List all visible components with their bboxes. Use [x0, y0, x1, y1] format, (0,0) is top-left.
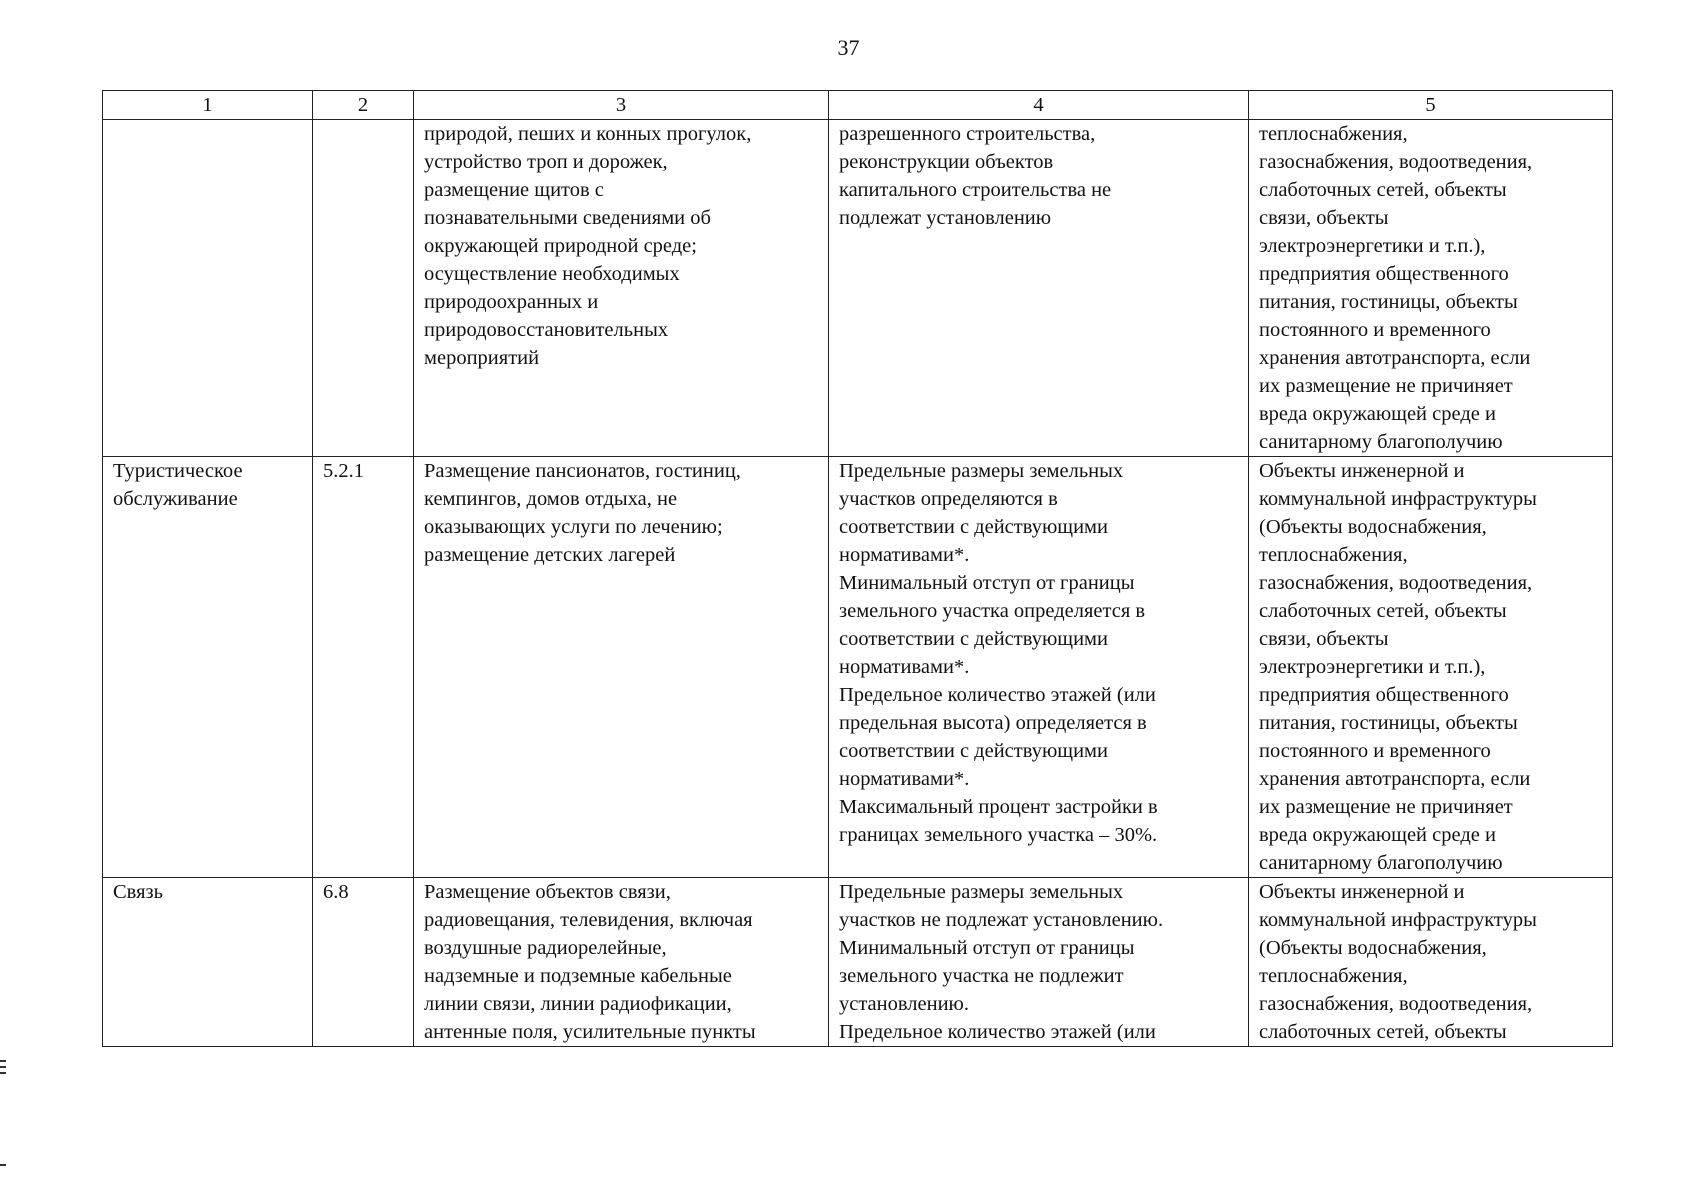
cell-text-line: Туристическое: [113, 460, 243, 482]
cell-text-line: слаботочных сетей, объекты: [1259, 600, 1507, 622]
column-header-5: 5: [1249, 91, 1613, 120]
cell-text-line: теплоснабжения,: [1259, 123, 1408, 145]
cell-text-line: нормативами*.: [839, 768, 970, 790]
use-description-cell: [414, 457, 829, 878]
cell-text-line: вреда окружающей среде и: [1259, 824, 1496, 846]
scan-mark: [0, 1060, 6, 1062]
cell-text-line: предприятия общественного: [1259, 263, 1509, 285]
cell-text-line: газоснабжения, водоотведения,: [1259, 993, 1533, 1015]
cell-text-line: вреда окружающей среде и: [1259, 403, 1496, 425]
cell-text-line: соответствии с действующими: [839, 628, 1108, 650]
cell-text-line: предельная высота) определяется в: [839, 712, 1147, 734]
cell-text-line: устройство троп и дорожек,: [424, 151, 668, 173]
cell-text-line: соответствии с действующими: [839, 516, 1108, 538]
use-name-cell: [103, 878, 313, 1047]
building-parameters-cell: [829, 878, 1249, 1047]
cell-text-line: Предельное количество этажей (или: [839, 684, 1156, 706]
cell-text-line: нормативами*.: [839, 544, 970, 566]
cell-text-line: Связь: [113, 881, 163, 903]
cell-text-line: предприятия общественного: [1259, 684, 1509, 706]
cell-text-line: обслуживание: [113, 488, 238, 510]
use-description-cell: [414, 878, 829, 1047]
cell-text-line: питания, гостиницы, объекты: [1259, 712, 1518, 734]
cell-text-line: соответствии с действующими: [839, 740, 1108, 762]
cell-text-line: Максимальный процент застройки в: [839, 796, 1158, 818]
cell-text-line: коммунальной инфраструктуры: [1259, 909, 1537, 931]
cell-text-line: (Объекты водоснабжения,: [1259, 937, 1487, 959]
cell-text-line: земельного участка определяется в: [839, 600, 1146, 622]
cell-text-line: мероприятий: [424, 347, 540, 369]
use-code-cell: 6.8: [313, 878, 414, 1047]
cell-text-line: газоснабжения, водоотведения,: [1259, 572, 1533, 594]
cell-text-line: санитарному благополучию: [1259, 852, 1503, 874]
table-header-row: [103, 91, 1613, 120]
cell-text-line: воздушные радиорелейные,: [424, 937, 667, 959]
cell-text-line: Предельные размеры земельных: [839, 460, 1124, 482]
cell-text-line: линии связи, линии радиофикации,: [424, 993, 732, 1015]
cell-text-line: размещение детских лагерей: [424, 544, 676, 566]
cell-text-line: природовосстановительных: [424, 319, 669, 341]
cell-text-line: природоохранных и: [424, 291, 599, 313]
cell-text-line: слаботочных сетей, объекты: [1259, 1021, 1507, 1043]
cell-text-line: установлению.: [839, 993, 969, 1015]
cell-text-line: капитального строительства не: [839, 179, 1112, 201]
regulations-table: [102, 90, 1613, 1047]
scan-mark: [0, 1072, 6, 1074]
cell-text-line: слаботочных сетей, объекты: [1259, 179, 1507, 201]
cell-text-line: Размещение пансионатов, гостиниц,: [424, 460, 741, 482]
cell-text-line: (Объекты водоснабжения,: [1259, 516, 1487, 538]
cell-text-line: Размещение объектов связи,: [424, 881, 671, 903]
column-header-2: 2: [313, 91, 414, 120]
cell-text-line: теплоснабжения,: [1259, 544, 1408, 566]
cell-text-line: связи, объекты: [1259, 207, 1389, 229]
cell-text-line: участков определяются в: [839, 488, 1058, 510]
scan-edge-marks: [0, 1060, 8, 1170]
cell-text-line: кемпингов, домов отдыха, не: [424, 488, 678, 510]
cell-text-line: реконструкции объектов: [839, 151, 1054, 173]
cell-text-line: земельного участка не подлежит: [839, 965, 1124, 987]
cell-text-line: границах земельного участка – 30%.: [839, 824, 1158, 846]
cell-text-line: их размещение не причиняет: [1259, 796, 1513, 818]
table-row: [103, 457, 1613, 878]
cell-text-line: коммунальной инфраструктуры: [1259, 488, 1537, 510]
cell-text-line: участков не подлежат установлению.: [839, 909, 1164, 931]
auxiliary-uses-cell: [1249, 120, 1613, 457]
cell-text-line: Минимальный отступ от границы: [839, 572, 1135, 594]
cell-text-line: питания, гостиницы, объекты: [1259, 291, 1518, 313]
cell-text-line: надземные и подземные кабельные: [424, 965, 732, 987]
page-number: 37: [837, 35, 860, 60]
cell-text-line: радиовещания, телевидения, включая: [424, 909, 753, 931]
cell-text-line: постоянного и временного: [1259, 740, 1491, 762]
cell-text-line: Предельное количество этажей (или: [839, 1021, 1156, 1043]
cell-text-line: постоянного и временного: [1259, 319, 1491, 341]
cell-text-line: Предельные размеры земельных: [839, 881, 1124, 903]
building-parameters-cell: [829, 457, 1249, 878]
use-code-cell: 5.2.1: [313, 457, 414, 878]
cell-text-line: нормативами*.: [839, 656, 970, 678]
auxiliary-uses-cell: [1249, 457, 1613, 878]
cell-text-line: размещение щитов с: [424, 179, 604, 201]
cell-text-line: хранения автотранспорта, если: [1259, 347, 1531, 369]
cell-text-line: антенные поля, усилительные пункты: [424, 1021, 756, 1043]
cell-text-line: оказывающих услуги по лечению;: [424, 516, 723, 538]
cell-text-line: электроэнергетики и т.п.),: [1259, 235, 1486, 257]
cell-text-line: познавательными сведениями об: [424, 207, 711, 229]
cell-text-line: осуществление необходимых: [424, 263, 680, 285]
cell-text-line: электроэнергетики и т.п.),: [1259, 656, 1486, 678]
auxiliary-uses-cell: [1249, 878, 1613, 1047]
use-name-cell: [103, 457, 313, 878]
scan-mark: [0, 1066, 6, 1068]
scan-mark: [0, 1164, 6, 1166]
cell-text-line: Объекты инженерной и: [1259, 460, 1465, 482]
cell-text-line: Минимальный отступ от границы: [839, 937, 1135, 959]
cell-text-line: природой, пеших и конных прогулок,: [424, 123, 752, 145]
column-header-4: 4: [829, 91, 1249, 120]
table-row: [103, 120, 1613, 457]
cell-text-line: газоснабжения, водоотведения,: [1259, 151, 1533, 173]
column-header-1: 1: [103, 91, 313, 120]
cell-text-line: теплоснабжения,: [1259, 965, 1408, 987]
cell-text-line: подлежат установлению: [839, 207, 1052, 229]
cell-text-line: их размещение не причиняет: [1259, 375, 1513, 397]
use-code-cell: [313, 120, 414, 457]
use-name-cell: [103, 120, 313, 457]
cell-text-line: Объекты инженерной и: [1259, 881, 1465, 903]
use-description-cell: [414, 120, 829, 457]
cell-text-line: связи, объекты: [1259, 628, 1389, 650]
column-header-3: 3: [414, 91, 829, 120]
cell-text-line: санитарному благополучию: [1259, 431, 1503, 453]
building-parameters-cell: [829, 120, 1249, 457]
cell-text-line: хранения автотранспорта, если: [1259, 768, 1531, 790]
cell-text-line: окружающей природной среде;: [424, 235, 697, 257]
table-row: [103, 878, 1613, 1047]
cell-text-line: разрешенного строительства,: [839, 123, 1096, 145]
